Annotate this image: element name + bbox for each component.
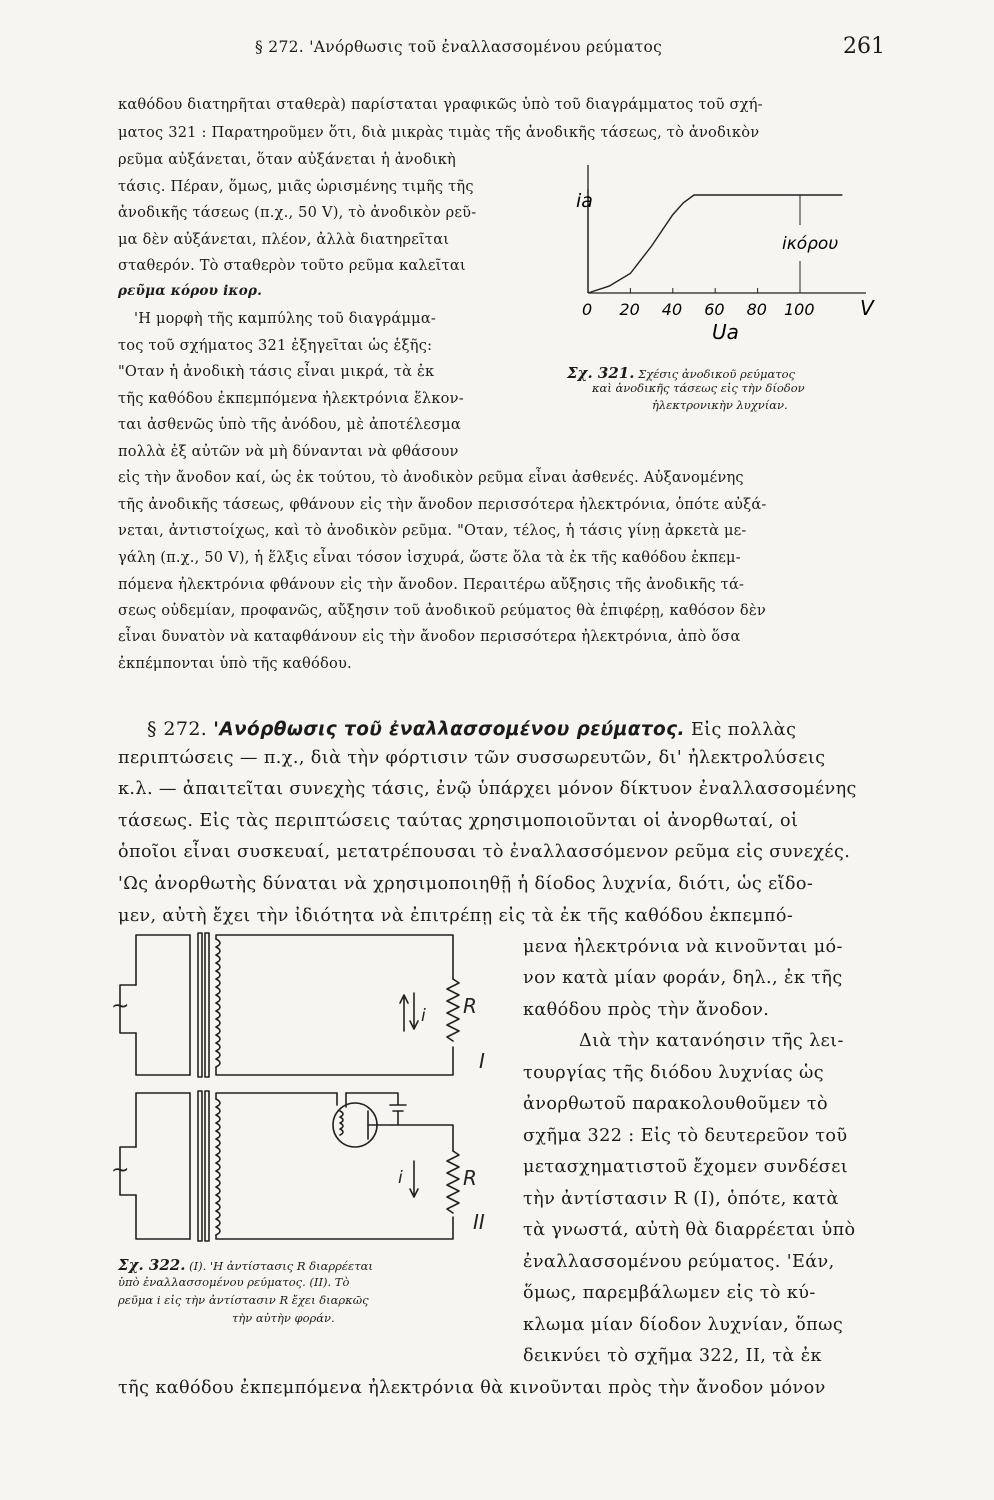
text-line: τῆς καθόδου ἐκπεμπόμενα ἠλεκτρόνια θὰ κινοῦνται πρὸς τὴν ἄνοδον μόνον [118, 1378, 826, 1398]
current-label: i [421, 1006, 426, 1026]
text-line: πόμενα ἠλεκτρόνια φθάνουν εἰς τὴν ἄνοδον. Περαιτέρω αὔξησις τῆς ἀνοδικῆς τά- [118, 576, 745, 593]
section-heading-tail: Εἰς πολλὰς [690, 720, 797, 740]
text-line: μετασχηματιστοῦ ἔχομεν συνδέσει [523, 1157, 849, 1177]
x-tick-label: 100 [784, 300, 815, 319]
caption-line: ὑπὸ ἐναλλασσομένου ρεύματος. (II). Τὸ [118, 1275, 350, 1289]
section-number: § 272. [147, 718, 208, 740]
caption-line: ρεῦμα i εἰς τὴν ἀντίστασιν R ἔχει διαρκῶς [118, 1293, 369, 1307]
primary-wire-2 [136, 935, 190, 1075]
text-line: μενα ἠλεκτρόνια νὰ κινοῦνται μό- [523, 937, 843, 957]
text-line: τῆς ἀνοδικῆς τάσεως, φθάνουν εἰς τὴν ἄνοδον περισσότερα ἠλεκτρόνια, ὁπότε αὐξά- [118, 496, 767, 513]
text-line: ὅμως, παρεμβάλωμεν εἰς τὸ κύ- [523, 1283, 816, 1303]
x-tick-label: 0 [582, 300, 593, 319]
secondary-wire-top [216, 935, 453, 979]
x-unit-label: V [860, 296, 874, 320]
text-line: γάλη (π.χ., 50 V), ἡ ἕλξις εἶναι τόσον ἰσχυρά, ὥστε ὅλα τὰ ἐκ τῆς καθόδου ἐκπεμ- [118, 549, 741, 566]
text-line: σεως οὐδεμίαν, προφανῶς, αὔξησιν τοῦ ἀνοδικοῦ ρεύματος θὰ ἐπιφέρῃ, καθόσον δὲν [118, 602, 766, 619]
x-tick-labels [582, 300, 815, 319]
current-label: i [398, 1168, 403, 1188]
y-axis-label: ia [576, 190, 593, 212]
anode-to-resistor-wire [392, 1125, 453, 1151]
running-header [0, 34, 994, 64]
resistor-R-I [447, 979, 459, 1041]
saturation-label: iκόρου [782, 234, 839, 254]
primary-wire-2 [136, 1093, 190, 1239]
current-arrow-down [410, 993, 418, 1029]
resistor-R-II [447, 1151, 459, 1213]
text-line: ρεῦμα κόρου iκορ. [118, 283, 263, 299]
secondary-wire-top [216, 1093, 337, 1099]
circuit-label-II: II [473, 1210, 485, 1234]
transformer-core [205, 933, 209, 1077]
diode-filament [340, 1111, 343, 1135]
text-line: ματος 321 : Παρατηροῦμεν ὅτι, διὰ μικρὰς τιμὰς τῆς ἀνοδικῆς τάσεως, τὸ ἀνοδικὸν [118, 124, 760, 141]
circuit-II [120, 1091, 459, 1241]
secondary-coil [216, 939, 220, 1067]
text-line: εἶναι δυνατὸν νὰ καταφθάνουν εἰς τὴν ἄνοδον περισσότερα ἠλεκτρόνια, ἀπὸ ὅσα [118, 628, 741, 645]
section-title: 'Ανόρθωσις τοῦ ἐναλλασσομένου ρεύματος. [213, 719, 685, 740]
x-ticks [630, 288, 800, 293]
resistor-label: R [463, 994, 477, 1018]
caption-number: Σχ. 321. [567, 364, 635, 382]
resistor-label: R [463, 1166, 477, 1190]
figure-321-chart [566, 165, 906, 365]
text-line: τῆς καθόδου ἐκπεμπόμενα ἠλεκτρόνια ἕλκον- [118, 390, 464, 407]
figure-322-circuits [108, 925, 508, 1255]
x-tick-label: 60 [704, 300, 725, 319]
text-line: Διὰ τὴν κατανόησιν τῆς λει- [579, 1031, 844, 1051]
text-line: καθόδου διατηρῆται σταθερὰ) παρίσταται γραφικῶς ὑπὸ τοῦ διαγράμματος τοῦ σχή- [118, 96, 763, 113]
text-line: τὰ γνωστά, αὐτὴ θὰ διαρρέεται ὑπὸ [523, 1220, 856, 1240]
x-tick-label: 80 [746, 300, 767, 319]
caption-line: τὴν αὐτὴν φοράν. [232, 1311, 335, 1325]
x-tick-label: 40 [661, 300, 683, 319]
text-line: μεν, αὐτὴ ἔχει τὴν ἰδιότητα νὰ ἐπιτρέπῃ εἰς τὰ ἐκ τῆς καθόδου ἐκπεμπό- [118, 906, 794, 926]
caption-line: ἠλεκτρονικὴν λυχνίαν. [652, 398, 788, 412]
text-line: ται ἀσθενῶς ὑπὸ τῆς ἀνόδου, μὲ ἀποτέλεσμα [118, 416, 461, 433]
text-line: τὴν ἀντίστασιν R (I), ὁπότε, κατὰ [523, 1189, 839, 1209]
x-tick-label: 20 [619, 300, 640, 319]
text-line: κ.λ. — ἀπαιτεῖται συνεχὴς τάσις, ἐνῷ ὑπάρχει μόνον δίκτυον ἐναλλασσομένης [118, 779, 857, 799]
caption-number: Σχ. 322. [118, 1256, 186, 1274]
text-line: ἐναλλασσομένου ρεύματος. 'Εάν, [523, 1252, 835, 1272]
header-title: § 272. 'Ανόρθωσις τοῦ ἐναλλασσομένου ρεύματος [255, 38, 663, 56]
text-line: τουργίας τῆς διόδου λυχνίας ὡς [523, 1063, 825, 1083]
text-line: ὁποῖοι εἶναι συσκευαί, μετατρέπουσαι τὸ ἐναλλασσόμενον ρεῦμα εἰς συνεχές. [118, 842, 851, 862]
text-line: τος τοῦ σχήματος 321 ἐξηγεῖται ὡς ἑξῆς: [118, 337, 433, 354]
ac-symbol: ~ [111, 1158, 130, 1183]
caption-line: (I). 'Η ἀντίστασις R διαρρέεται [189, 1259, 373, 1273]
text-line: κλωμα μίαν δίοδον λυχνίαν, ὅπως [523, 1315, 844, 1335]
transformer-core [205, 1091, 209, 1241]
text-line: τάσεως. Εἰς τὰς περιπτώσεις ταύτας χρησιμοποιοῦνται οἱ ἀνορθωταί, οἱ [118, 811, 799, 831]
text-line: δεικνύει τὸ σχῆμα 322, II, τὰ ἐκ [523, 1346, 822, 1366]
text-line: ρεῦμα αὐξάνεται, ὅταν αὐξάνεται ἡ ἀνοδικὴ [118, 151, 457, 168]
caption-line: καὶ ἀνοδικῆς τάσεως εἰς τὴν δίοδον [592, 381, 805, 395]
current-arrow-up [400, 995, 408, 1031]
text-line: σχῆμα 322 : Εἰς τὸ δευτερεῦον τοῦ [523, 1126, 848, 1146]
text-line: 'Η μορφὴ τῆς καμπύλης τοῦ διαγράμμα- [134, 310, 437, 327]
text-line: 'Ως ἀνορθωτὴς δύναται νὰ χρησιμοποιηθῇ ἡ δίοδος λυχνία, διότι, ὡς εἴδο- [118, 874, 814, 894]
text-line: ἀνοδικῆς τάσεως (π.χ., 50 V), τὸ ἀνοδικὸν ρεῦ- [118, 204, 477, 221]
text-line: καθόδου πρὸς τὴν ἄνοδον. [523, 1000, 770, 1020]
text-line: ἀνορθωτοῦ παρακολουθοῦμεν τὸ [523, 1094, 829, 1114]
section-heading-line [147, 718, 796, 740]
text-line: "Οταν ἡ ἀνοδικὴ τάσις εἶναι μικρά, τὰ ἐκ [118, 363, 435, 380]
text-line: σταθερόν. Τὸ σταθερὸν τοῦτο ρεῦμα καλεῖται [118, 257, 466, 274]
caption-line: Σχέσις ἀνοδικοῦ ρεύματος [638, 367, 795, 381]
text-line: νεται, ἀντιστοίχως, καὶ τὸ ἀνοδικὸν ρεῦμα. "Οταν, τέλος, ἡ τάσις γίνῃ ἀρκετὰ με- [118, 522, 747, 539]
text-line: τάσις. Πέραν, ὅμως, μιᾶς ὡρισμένης τιμῆς τῆς [118, 178, 474, 195]
text-line: εἰς τὴν ἄνοδον καί, ὡς ἐκ τούτου, τὸ ἀνοδικὸν ρεῦμα εἶναι ἀσθενές. Αὐξανομένης [118, 469, 744, 486]
secondary-coil [216, 1099, 220, 1235]
text-line: νον κατὰ μίαν φοράν, δηλ., ἐκ τῆς [523, 968, 843, 988]
circuit-I [120, 933, 459, 1077]
x-axis-label: Ua [712, 320, 739, 344]
transformer-core [198, 1091, 202, 1241]
ac-symbol: ~ [111, 994, 130, 1019]
text-line: μα δὲν αὐξάνεται, πλέον, ἀλλὰ διατηρεῖται [118, 231, 450, 248]
secondary-wire-bottom [216, 1217, 453, 1239]
circuit-label-I: I [479, 1049, 485, 1073]
text-line: ἐκπέμπονται ὑπὸ τῆς καθόδου. [118, 655, 352, 672]
text-line: πολλὰ ἐξ αὐτῶν νὰ μὴ δύνανται νὰ φθάσουν [118, 443, 459, 460]
text-line: περιπτώσεις — π.χ., διὰ τὴν φόρτισιν τῶν συσσωρευτῶν, δι' ἠλεκτρολύσεις [118, 748, 826, 768]
transformer-core [198, 933, 202, 1077]
page-number: 261 [843, 34, 885, 59]
secondary-wire-bottom [216, 1047, 453, 1075]
current-arrow-down [410, 1161, 418, 1197]
